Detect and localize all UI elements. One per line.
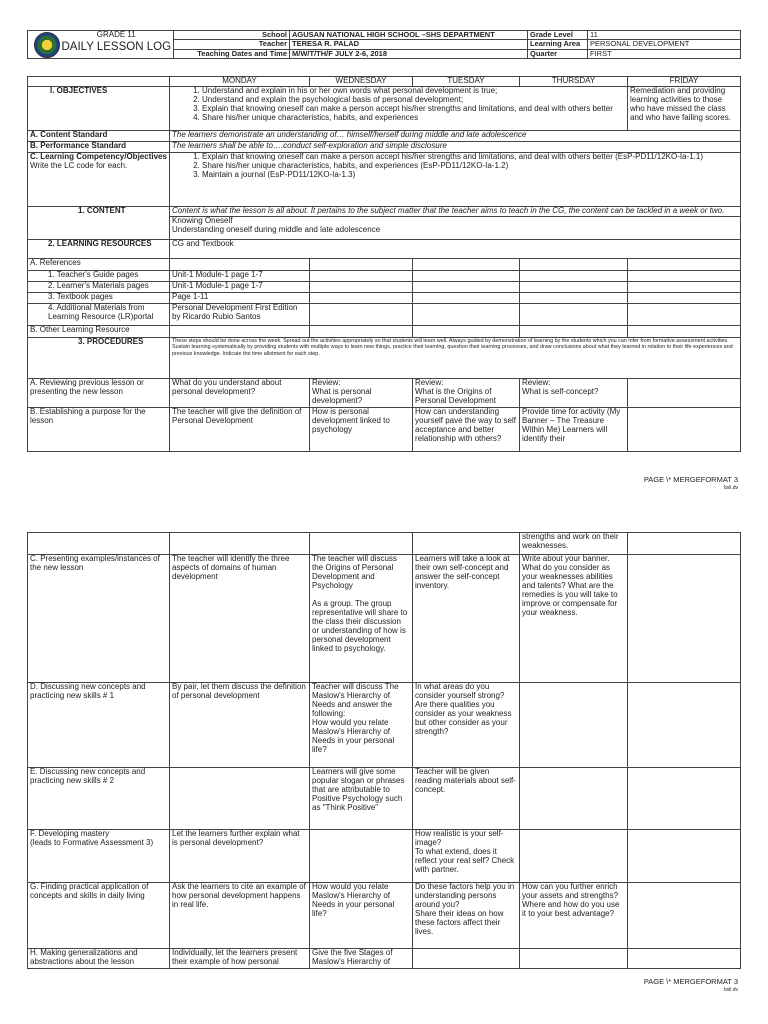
objective-item: 3. Explain that knowing oneself can make a person accept his/her strengths and limitations, and deal with others better xyxy=(202,105,625,114)
lm-value: Unit-1 Module-1 page 1-7 xyxy=(170,281,310,292)
content-line-1: Knowing Oneself xyxy=(172,216,233,225)
lesson-table-page-2 xyxy=(27,532,741,969)
competency-item: 3. Maintain a journal (EsP-PD11/12KO-Ia-1.3) xyxy=(202,171,738,180)
day-wednesday: WEDNESDAY xyxy=(310,77,413,87)
page-footer-2: PAGE \* MERGEFORMAT 3 xyxy=(643,977,738,986)
deped-seal-icon xyxy=(34,32,60,58)
content-standard-label: A. Content Standard xyxy=(28,130,170,141)
teacher-label: Teacher xyxy=(174,40,290,49)
page-footer-code: bsli.dv xyxy=(723,485,738,491)
resources-label: 2. LEARNING RESOURCES xyxy=(28,239,170,258)
row-h-wednesday: Give the five Stages of Maslow's Hierarchy of xyxy=(310,949,413,969)
row-h-monday: Individually, let the learners present their example of how personal xyxy=(170,949,310,969)
tb-value: Page 1-11 xyxy=(170,292,310,303)
row-b-label: B. Establishing a purpose for the lesson xyxy=(28,407,170,451)
additional-value: Personal Development First Edition by Ricardo Rubio Santos xyxy=(170,303,310,325)
content-note: Content is what the lesson is all about. It pertains to the subject matter that the teacher aims to teach in the CG, the content can be tackled in a week or two. xyxy=(170,206,741,216)
logo-cell xyxy=(28,31,60,59)
competency-sublabel: Write the LC code for each. xyxy=(30,160,128,170)
row-d-wednesday: Teacher will discuss The Maslow's Hierarchy of Needs and answer the following: How would you relate Maslow's Hierarchy of Needs in your personal life? xyxy=(310,683,413,768)
objective-item: 4. Share his/her unique characteristics, habits, and experiences xyxy=(202,114,625,123)
title-cell xyxy=(60,31,174,59)
page-title: DAILY LESSON LOG xyxy=(61,40,172,53)
row-d-label: D. Discussing new concepts and practicing new skills # 1 xyxy=(28,683,170,768)
grade-level-label: Grade Level xyxy=(528,31,588,40)
lesson-table-page-1 xyxy=(27,76,741,452)
row-b-tuesday: How can understanding yourself pave the way to self acceptance and better relationship with others? xyxy=(413,407,520,451)
performance-standard-text: The learners shall be able to….conduct self-exploration and simple disclosure xyxy=(170,141,741,152)
row-a-monday: What do you understand about personal development? xyxy=(170,378,310,407)
school-label: School xyxy=(174,31,290,40)
row-a-thursday: Review: What is self-concept? xyxy=(520,378,628,407)
row-c-thursday: Write about your banner. What do you consider as your weaknesses abilities and talents? What are the remedies is you will take to improve or compensate for your weakness. xyxy=(520,555,628,683)
content-standard-text: The learners demonstrate an understanding of… himself/herself during middle and late adolescence xyxy=(170,130,741,141)
row-g-label: G. Finding practical application of concepts and skills in daily living xyxy=(28,883,170,949)
row-e-wednesday: Learners will give some popular slogan or phrases that are attributable to Positive Psychology such as "Think Positive" xyxy=(310,768,413,830)
dates-value: M/W/T/TH/F JULY 2-6, 2018 xyxy=(290,49,528,58)
tg-value: Unit-1 Module-1 page 1-7 xyxy=(170,270,310,281)
row-c-tuesday: Learners will take a look at their own self-concept and answer the self-concept inventory. xyxy=(413,555,520,683)
row-a-wednesday: Review: What is personal development? xyxy=(310,378,413,407)
row-d-monday: By pair, let them discuss the definition of personal development xyxy=(170,683,310,768)
row-e-label: E. Discussing new concepts and practicing new skills # 2 xyxy=(28,768,170,830)
page-footer: PAGE \* MERGEFORMAT 3 xyxy=(643,475,738,484)
row-c-wednesday: The teacher will discuss the Origins of Personal Development and Psychology As a group. The group representative will share to the class their discussion or understanding of how is personal development linked to psychology. xyxy=(310,555,413,683)
objective-item: 1. Understand and explain in his or her own words what personal development is true; xyxy=(202,87,625,96)
row-c-label: C. Presenting examples/instances of the new lesson xyxy=(28,555,170,683)
tb-label: 3. Textbook pages xyxy=(28,292,170,303)
row-b-thursday: Provide time for activity (My Banner – The Treasure Within Me) Learners will identify their xyxy=(520,407,628,451)
row-f-label: F. Developing mastery (leads to Formative Assessment 3) xyxy=(28,830,170,883)
row-g-wednesday: How would you relate Maslow's Hierarchy of Needs in your personal life? xyxy=(310,883,413,949)
row-e-tuesday: Teacher will be given reading materials about self-concept. xyxy=(413,768,520,830)
additional-label: 4. Additional Materials from Learning Resource (LR)portal xyxy=(28,303,170,325)
row-f-monday: Let the learners further explain what is personal development? xyxy=(170,830,310,883)
day-friday: FRIDAY xyxy=(628,77,741,87)
row-b-thursday-cont: strengths and work on their weaknesses. xyxy=(520,533,628,555)
content-label: 1. CONTENT xyxy=(28,206,170,239)
objectives-friday: Remediation and providing learning activities to those who have missed the class and who have failing scores. xyxy=(628,86,741,130)
school-value: AGUSAN NATIONAL HIGH SCHOOL –SHS DEPARTMENT xyxy=(290,31,528,40)
objectives-label: I. OBJECTIVES xyxy=(28,86,170,130)
area-value: PERSONAL DEVELOPMENT xyxy=(588,40,741,49)
row-b-monday: The teacher will give the definition of Personal Development xyxy=(170,407,310,451)
row-g-monday: Ask the learners to cite an example of how personal development happens in real life. xyxy=(170,883,310,949)
row-d-tuesday: In what areas do you consider yourself strong? Are there qualities you consider as your weakness but other consider as your strength? xyxy=(413,683,520,768)
teacher-value: TERESA R. PALAD xyxy=(290,40,528,49)
competency-label-cell xyxy=(28,152,170,206)
row-a-tuesday: Review: What is the Origins of Personal Development xyxy=(413,378,520,407)
competency-label: C. Learning Competency/Objectives xyxy=(30,152,167,161)
row-g-thursday: How can you further enrich your assets and strengths? Where and how do you use it to your best advantage? xyxy=(520,883,628,949)
other-resource-label: B. Other Learning Resource xyxy=(28,325,170,337)
procedures-label: 3. PROCEDURES xyxy=(28,337,170,378)
competency-list xyxy=(170,152,741,206)
page-footer-code-2: bsli.dv xyxy=(723,987,738,993)
area-label: Learning Area xyxy=(528,40,588,49)
quarter-value: FIRST xyxy=(588,49,741,58)
resources-text: CG and Textbook xyxy=(170,239,741,258)
day-tuesday: TUESDAY xyxy=(413,77,520,87)
row-h-label: H. Making generalizations and abstractions about the lesson xyxy=(28,949,170,969)
references-label: A. References xyxy=(28,258,170,270)
tg-label: 1. Teacher's Guide pages xyxy=(28,270,170,281)
lm-label: 2. Learner's Materials pages xyxy=(28,281,170,292)
row-a-label: A. Reviewing previous lesson or presenting the new lesson xyxy=(28,378,170,407)
row-b-wednesday: How is personal development linked to psychology xyxy=(310,407,413,451)
competency-item: 2. Share his/her unique characteristics, habits, and experiences (EsP-PD11/12KO-Ia-1.2) xyxy=(202,162,738,171)
day-thursday: THURSDAY xyxy=(520,77,628,87)
row-f-tuesday: How realistic is your self-image? To what extend, does it reflect your real self? Check with partner. xyxy=(413,830,520,883)
content-topic xyxy=(170,216,741,239)
objectives-list xyxy=(170,86,628,130)
row-g-tuesday: Do these factors help you in understanding persons around you? Share their ideas on how these factors affect their lives. xyxy=(413,883,520,949)
procedures-note: These steps should be done across the week. Spread out the activities appropriately so that students will learn well. Always guided by demonstration of learning by the students which you can infer from formative assessment activities. Sustain learning systematically by providing students with multiple ways to learn new things, practice their learning, question their learning processes, and draw conclusions about what they learned in relation to their life experiences and previous knowledge. Indicate the time allotment for each step. xyxy=(170,337,741,378)
grade-level-value: 11 xyxy=(588,31,741,40)
header-table xyxy=(27,30,741,59)
competency-item: 1. Explain that knowing oneself can make a person accept his/her strengths and limitations, and deal with others better (EsP-PD11/12KO-Ia-1.1) xyxy=(202,153,738,162)
dates-label: Teaching Dates and Time xyxy=(174,49,290,58)
objective-item: 2. Understand and explain the psychological basis of personal development; xyxy=(202,96,625,105)
content-line-2: Understanding oneself during middle and late adolescence xyxy=(172,224,381,234)
day-monday: MONDAY xyxy=(170,77,310,87)
row-c-monday: The teacher will identify the three aspects of domains of human development xyxy=(170,555,310,683)
performance-standard-label: B. Performance Standard xyxy=(28,141,170,152)
quarter-label: Quarter xyxy=(528,49,588,58)
grade-title: GRADE 11 xyxy=(96,30,136,39)
